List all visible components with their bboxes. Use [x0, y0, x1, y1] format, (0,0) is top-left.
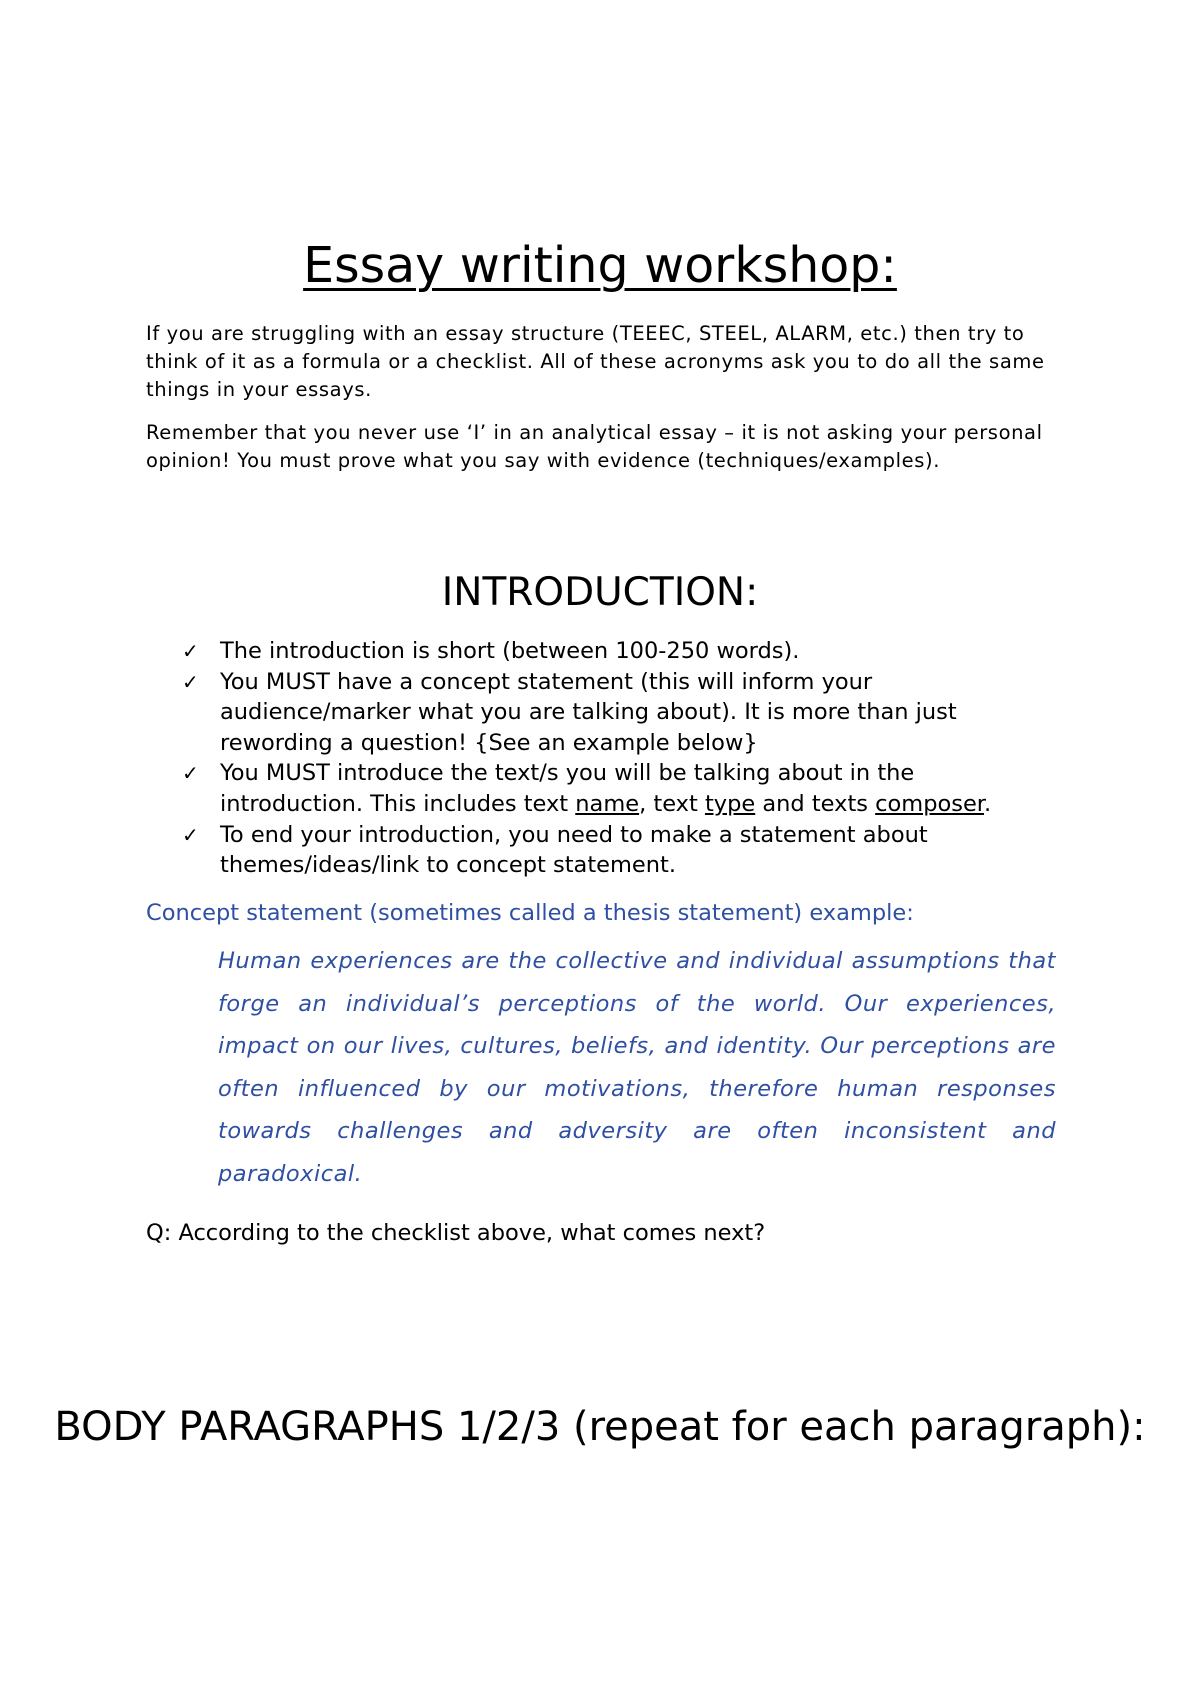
underlined-term-name: name: [575, 790, 640, 817]
checkmark-icon: ✓: [182, 639, 199, 663]
intro-paragraph: Remember that you never use ‘I’ in an analytical essay – it is not asking your personal opinion! You must prove what you say with evidence (techniques/examples).: [146, 421, 1043, 472]
concept-statement-example: Human experiences are the collective and individual assumptions that forge an individual’s perceptions of the world. Our experiences, impact on our lives, cultures, beliefs, and identity. Our perceptions are often influenced by our motivations, therefore human responses towards challenges and adversity are often inconsistent and paradoxical.: [218, 948, 1056, 1187]
checklist-text-segment: You MUST introduce the text/s you will be talking about in the introduction. This includes text: [220, 760, 915, 817]
checklist-item: [180, 820, 1060, 881]
intro-paragraph: If you are struggling with an essay structure (TEEEC, STEEL, ALARM, etc.) then try to think of it as a formula or a checklist. All of these acronyms ask you to do all the same things in your essays.: [146, 322, 1045, 401]
checklist-item-text: To end your introduction, you need to make a statement about themes/ideas/link to concept statement.: [220, 821, 928, 879]
underlined-term-type: type: [704, 790, 756, 817]
checklist-text-segment: .: [984, 790, 992, 817]
body-paragraphs-heading: BODY PARAGRAPHS 1/2/3 (repeat for each paragraph):: [54, 1404, 1146, 1450]
checklist-item-text: You MUST have a concept statement (this will inform your audience/marker what you are talking about). It is more than just rewording a question! {See an example below}: [220, 668, 957, 756]
checklist-item-text: [220, 760, 991, 817]
page-title: [0, 236, 1200, 296]
checklist-question: Q: According to the checklist above, what comes next?: [146, 1220, 766, 1246]
checklist-text-segment: and texts: [755, 790, 876, 817]
checkmark-icon: ✓: [182, 822, 199, 847]
checklist-item: [180, 758, 1060, 819]
page-title-text: Essay writing workshop:: [303, 237, 897, 294]
checklist-item: [180, 636, 1060, 667]
underlined-term-composer: composer: [875, 790, 984, 817]
checklist-text-segment: , text: [639, 790, 705, 817]
introduction-heading: INTRODUCTION:: [441, 570, 759, 615]
introduction-checklist: [180, 636, 1060, 881]
concept-statement-label: Concept statement (sometimes called a thesis statement) example:: [146, 900, 914, 926]
checkmark-icon: ✓: [182, 761, 199, 786]
checklist-item: [180, 667, 1060, 759]
checkmark-icon: ✓: [182, 669, 199, 694]
checklist-item-text: The introduction is short (between 100-250 words).: [220, 638, 800, 664]
